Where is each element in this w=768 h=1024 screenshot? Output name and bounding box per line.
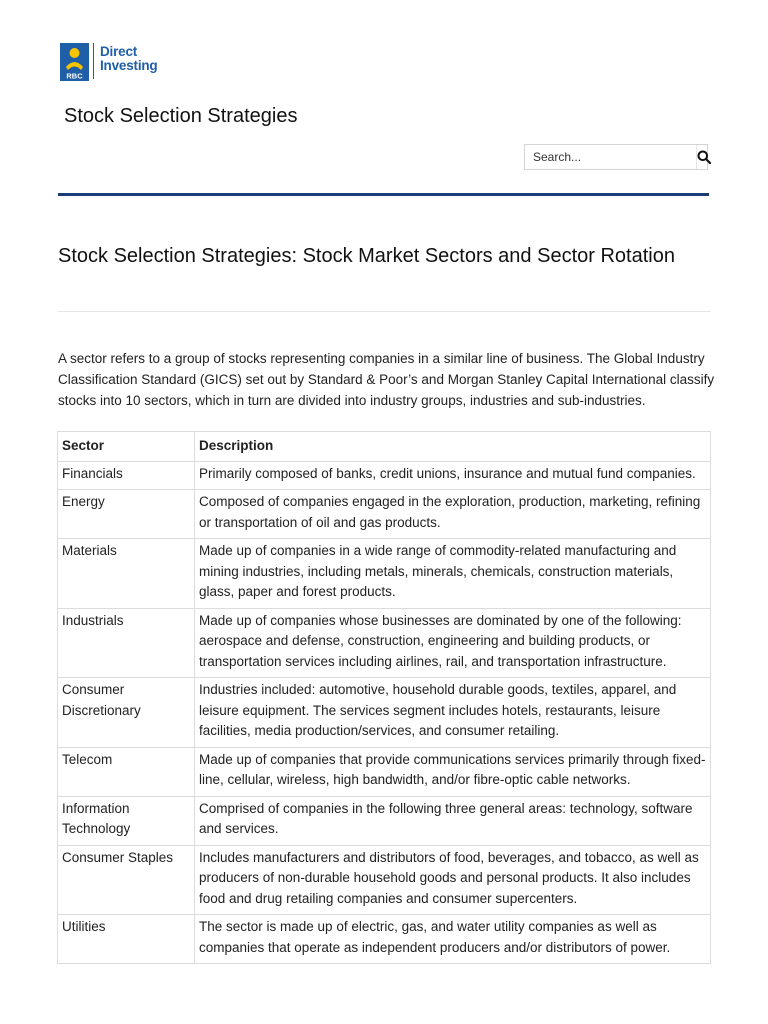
column-header-description: Description — [195, 432, 711, 462]
sectors-table — [57, 431, 711, 964]
description-cell: Made up of companies in a wide range of commodity-related manufacturing and mining industries, including metals, minerals, chemicals, construction materials, glass, paper and forest products. — [195, 539, 711, 609]
table-row — [58, 747, 711, 796]
table-row — [58, 678, 711, 748]
header-divider — [58, 193, 709, 196]
description-cell: Made up of companies that provide communications services primarily through fixed-line, cellular, wireless, high bandwidth, and/or fibre-optic cable networks. — [195, 747, 711, 796]
description-cell: Primarily composed of banks, credit unions, insurance and mutual fund companies. — [195, 461, 711, 490]
site-title[interactable]: Stock Selection Strategies — [64, 105, 298, 127]
description-cell: The sector is made up of electric, gas, and water utility companies as well as companies that operate as independent producers and/or distributors of power. — [195, 915, 711, 964]
table-row — [58, 796, 711, 845]
description-cell: Composed of companies engaged in the exploration, production, marketing, refining or transportation of oil and gas products. — [195, 490, 711, 539]
table-row — [58, 845, 711, 915]
sector-cell: Utilities — [58, 915, 195, 964]
table-row — [58, 490, 711, 539]
description-cell: Made up of companies whose businesses are dominated by one of the following: aerospace and defense, construction, engineering and building products, or transportation services including airlines, rail, and transportation infrastructure. — [195, 608, 711, 678]
table-row — [58, 539, 711, 609]
sector-cell: Energy — [58, 490, 195, 539]
logo-divider — [93, 43, 94, 79]
search-input[interactable] — [525, 146, 696, 168]
description-cell: Includes manufacturers and distributors of food, beverages, and tobacco, as well as producers of non-durable household goods and personal products. It also includes food and drug retailing companies and consumer supercenters. — [195, 845, 711, 915]
description-cell: Comprised of companies in the following three general areas: technology, software and services. — [195, 796, 711, 845]
intro-paragraph: A sector refers to a group of stocks representing companies in a similar line of business. The Global Industry Classification Standard (GICS) set out by Standard & Poor’s and Morgan Stanley Capital International classify stocks into 10 sectors, which in turn are divided into industry groups, industries and sub-industries. — [58, 351, 715, 408]
table-row — [58, 608, 711, 678]
search-button[interactable] — [696, 145, 711, 169]
rbc-direct-investing-logo[interactable] — [60, 43, 170, 83]
column-header-sector: Sector — [58, 432, 195, 462]
sector-cell: Industrials — [58, 608, 195, 678]
sector-cell: Information Technology — [58, 796, 195, 845]
logo-line-2: Investing — [100, 58, 158, 73]
sector-cell: Consumer Discretionary — [58, 678, 195, 748]
logo-line-1: Direct — [100, 44, 138, 59]
logo-wordmark — [100, 43, 157, 73]
table-row — [58, 915, 711, 964]
table-row — [58, 461, 711, 490]
shield-text: RBC — [66, 71, 83, 81]
search-box — [524, 144, 708, 170]
description-cell: Industries included: automotive, household durable goods, textiles, apparel, and leisure equipment. The services segment includes hotels, restaurants, leisure facilities, media production/services, and consumer retailing. — [195, 678, 711, 748]
rbc-shield-icon — [60, 43, 89, 81]
sector-cell: Materials — [58, 539, 195, 609]
page-title: Stock Selection Strategies: Stock Market Sectors and Sector Rotation — [58, 245, 675, 267]
sector-cell: Telecom — [58, 747, 195, 796]
sector-cell: Financials — [58, 461, 195, 490]
sector-cell: Consumer Staples — [58, 845, 195, 915]
title-divider — [58, 311, 711, 312]
search-icon — [697, 150, 711, 164]
table-header-row — [58, 432, 711, 462]
